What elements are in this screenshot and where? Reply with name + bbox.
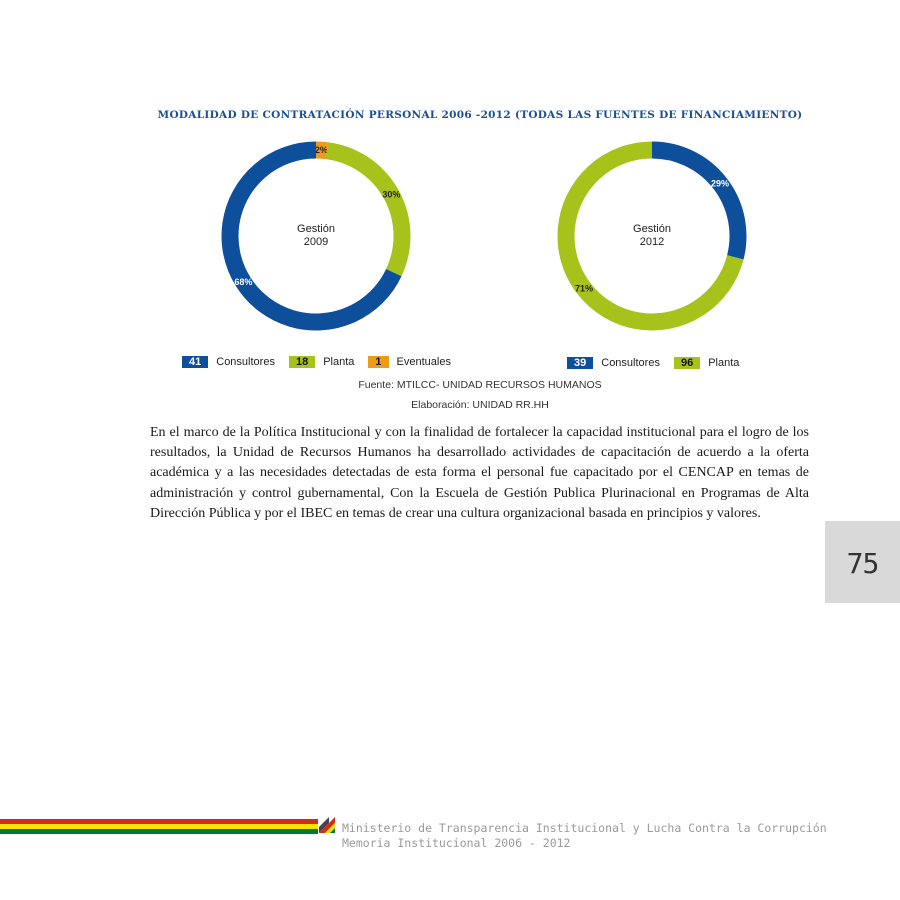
donut-value-label-planta-2009: 30% [382, 189, 401, 200]
donut-chart-2012 [552, 136, 752, 336]
footer-line-1: Ministerio de Transparencia Institucional y Lucha Contra la Corrupción [342, 821, 827, 835]
donut-center-label-2012-0: Gestión [633, 223, 671, 235]
donut-value-label-planta-2012: 71% [575, 283, 594, 294]
legend-label-consultores-2009: Consultores [216, 356, 275, 368]
donut-slice-planta-2009 [327, 151, 402, 273]
donut-value-label-consultores-2009: 68% [234, 277, 253, 288]
legend-2012 [567, 357, 753, 369]
flag-stripes [0, 819, 318, 834]
flag-mark-icon [319, 817, 335, 833]
chart-title: MODALIDAD DE CONTRATACIÓN PERSONAL 2006 -2012 (TODAS LAS FUENTES DE FINANCIAMIENTO) [157, 109, 803, 121]
footer-text [342, 821, 827, 851]
donut-value-label-eventuales-2009: 2% [314, 145, 328, 156]
legend-count-planta-2012: 96 [674, 357, 700, 369]
legend-count-consultores-2012: 39 [567, 357, 593, 369]
page-number-tab [825, 521, 900, 603]
legend-label-planta-2009: Planta [323, 356, 355, 368]
legend-label-eventuales-2009: Eventuales [396, 356, 451, 368]
footer-line-2: Memoria Institucional 2006 - 2012 [342, 836, 571, 850]
page-number: 75 [846, 547, 879, 580]
legend-2009 [182, 356, 465, 368]
source-line: Fuente: MTILCC- UNIDAD RECURSOS HUMANOS [358, 379, 602, 391]
donut-center-label-2009-0: Gestión [297, 223, 335, 235]
legend-count-consultores-2009: 41 [182, 356, 208, 368]
donut-center-label-2009-1: 2009 [303, 236, 329, 248]
donut-center-label-2012-1: 2012 [639, 236, 665, 248]
legend-label-consultores-2012: Consultores [601, 357, 660, 369]
legend-count-eventuales-2009: 1 [368, 356, 388, 368]
donut-chart-2009 [216, 136, 416, 336]
donut-slice-consultores-2012 [652, 150, 738, 257]
donut-value-label-consultores-2012: 29% [710, 178, 729, 189]
elaboration-line: Elaboración: UNIDAD RR.HH [411, 399, 549, 411]
legend-label-planta-2012: Planta [708, 357, 740, 369]
legend-count-planta-2009: 18 [289, 356, 315, 368]
body-paragraph: En el marco de la Política Institucional y con la finalidad de fortalecer la capacidad institucional para el logro de los resultados, la Unidad de Recursos Humanos ha desarrollado actividades de capacitación de acuerdo a la oferta académica y a las necesidades detectadas de esta forma el personal fue capacitado por el CENCAP en temas de administración y control gubernamental, Con la Escuela de Gestión Publica Plurinacional en Programas de Alta Dirección Pública y por el IBEC en temas de crear una cultura organizacional basada en principios y valores. [150, 425, 809, 521]
